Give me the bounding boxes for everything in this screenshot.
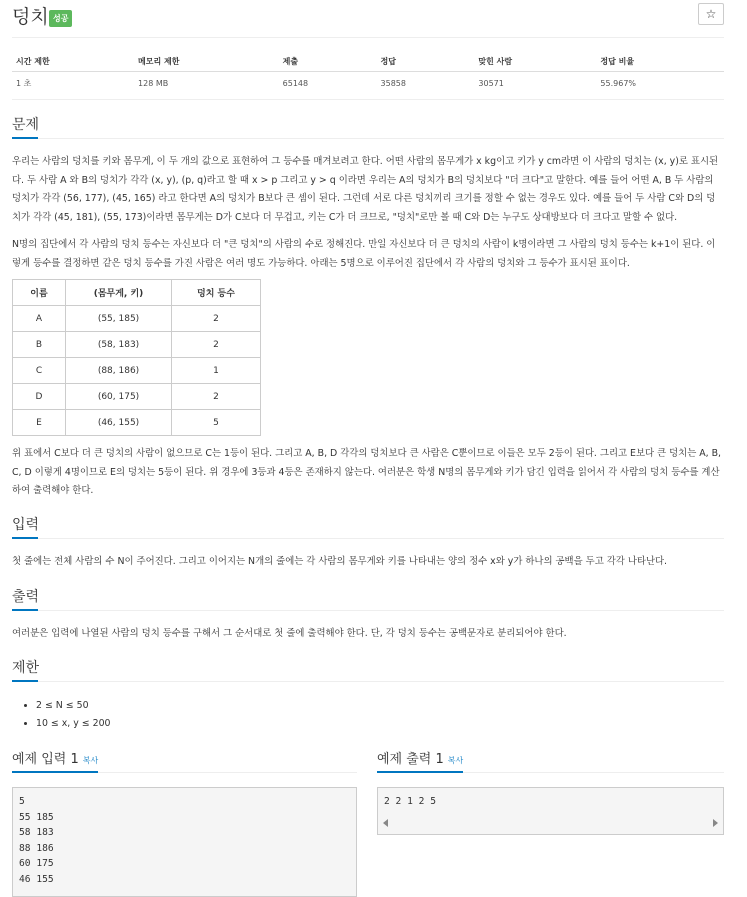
table-cell: A: [13, 306, 66, 332]
section-divider: [12, 138, 724, 139]
problem-paragraph-1: 우리는 사람의 덩치를 키와 몸무게, 이 두 개의 값으로 표현하여 그 등수를 매겨보려고 한다. 어떤 사람의 몸무게가 x kg이고 키가 y cm라면 이 사람의 덩치는 (x, y)로 표시된다. 두 사람 A 와 B의 덩치가 각각 (x, y), (p, q)라고 할 때 x > p 그리고 y > q 이라면 우리는 A의 덩치가 B의 덩치보다 "더 크다"고 말한다. 예를 들어 어떤 A, B 두 사람의 덩치가 각각 (56, 177), (45, 165) 라고 한다면 A의 덩치가 B보다 큰 셈이 된다. 그런데 서로 다른 덩치끼리 크기를 정할 수 없는 경우도 있다. 예를 들어 두 사람 C와 D의 덩치가 각각 (45, 181), (55, 173)이라면 몸무게는 D가 C보다 더 무겁고, 키는 C가 더 크므로, "덩치"로만 볼 때 C와 D는 누구도 상대방보다 더 크다고 말할 수 없다.: [12, 156, 719, 223]
section-title-problem: 문제: [12, 117, 40, 133]
table-row: [13, 384, 261, 410]
problem-info-table: [12, 53, 724, 93]
info-header: 정답 비율: [596, 53, 724, 72]
horizontal-scrollbar[interactable]: [383, 817, 718, 829]
section-divider: [12, 538, 724, 539]
table-cell: 2: [172, 332, 261, 358]
title-row: [12, 0, 724, 36]
sample-output-title: 예제 출력 1: [377, 752, 444, 767]
info-header: 시간 제한: [12, 53, 134, 72]
sample-input-box[interactable]: 5 55 185 58 183 88 186 60 175 46 155: [12, 787, 357, 897]
info-header: 정답: [377, 53, 475, 72]
table-cell: (58, 183): [66, 332, 172, 358]
info-header-row: [12, 53, 724, 72]
info-value[interactable]: 65148: [282, 79, 309, 88]
table-cell: B: [13, 332, 66, 358]
info-divider: [12, 99, 724, 100]
star-icon[interactable]: ☆: [698, 3, 724, 25]
sample-accent: [12, 771, 98, 773]
problem-paragraph-3: 위 표에서 C보다 더 큰 덩치의 사람이 없으므로 C는 1등이 된다. 그리고 A, B, D 각각의 덩치보다 큰 사람은 C뿐이므로 이들은 모두 2등이 된다. 그리고 E보다 큰 덩치는 A, B, C, D 이렇게 4명이므로 E의 덩치는 5등이 된다. 위 경우에 3등과 4등은 존재하지 않는다. 여러분은 학생 N명의 몸무게와 키가 담긴 입력을 읽어서 각 사람의 덩치 등수를 계산하여 출력해야 한다.: [12, 448, 722, 496]
table-row: [13, 410, 261, 436]
table-cell: 2: [172, 384, 261, 410]
copy-input-button[interactable]: 복사: [82, 756, 99, 765]
table-cell: (46, 155): [66, 410, 172, 436]
table-cell: (88, 186): [66, 358, 172, 384]
table-header: (몸무게, 키): [66, 280, 172, 306]
section-accent: [12, 137, 38, 139]
table-cell: 5: [172, 410, 261, 436]
title-divider: [12, 37, 724, 38]
example-size-table: [12, 279, 261, 436]
table-row: [13, 332, 261, 358]
problem-title: 덩치: [12, 6, 49, 28]
table-cell: 2: [172, 306, 261, 332]
sample-input-title: 예제 입력 1: [12, 752, 79, 767]
section-title-output: 출력: [12, 589, 40, 605]
info-header: 제출: [279, 53, 377, 72]
table-header-row: [13, 280, 261, 306]
section-accent: [12, 680, 38, 682]
list-item: • 2 ≤ N ≤ 50: [36, 697, 111, 715]
section-divider: [12, 681, 724, 682]
table-row: [13, 358, 261, 384]
sample-output-wrapper: [377, 787, 724, 835]
sample-output-box[interactable]: 2 2 1 2 5: [377, 787, 724, 835]
sample-accent: [377, 771, 463, 773]
table-header: 덩치 등수: [172, 280, 261, 306]
problem-paragraph-2: N명의 집단에서 각 사람의 덩치 등수는 자신보다 더 "큰 덩치"의 사람의 수로 정해진다. 만일 자신보다 더 큰 덩치의 사람이 k명이라면 그 사람의 덩치 등수는 k+1이 된다. 이렇게 등수를 결정하면 같은 덩치 등수를 가진 사람은 여러 명도 가능하다. 아래는 5명으로 이루어진 집단에서 각 사람의 덩치와 그 등수가 표시된 표이다.: [12, 239, 716, 269]
table-cell: (55, 185): [66, 306, 172, 332]
info-value: 1 초: [16, 79, 32, 88]
output-description: 여러분은 입력에 나열된 사람의 덩치 등수를 구해서 그 순서대로 첫 줄에 출력해야 한다. 단, 각 덩치 등수는 공백문자로 분리되어야 한다.: [12, 628, 567, 639]
info-value-row: [12, 72, 724, 94]
status-badge: 성공: [49, 10, 72, 27]
input-description: 첫 줄에는 전체 사람의 수 N이 주어진다. 그리고 이어지는 N개의 줄에는 각 사람의 몸무게와 키를 나타내는 양의 정수 x와 y가 하나의 공백을 두고 각각 나타난다.: [12, 556, 668, 567]
info-value[interactable]: 30571: [478, 79, 504, 88]
table-row: [13, 306, 261, 332]
sample-output-heading: [377, 748, 463, 767]
limits-list: [12, 697, 111, 733]
table-cell: 1: [172, 358, 261, 384]
info-header: 메모리 제한: [134, 53, 279, 72]
info-header: 맞힌 사람: [474, 53, 596, 72]
info-value: 55.967%: [600, 79, 637, 88]
section-title-input: 입력: [12, 517, 40, 533]
info-value: 128 MB: [138, 79, 169, 88]
scroll-right-icon[interactable]: [713, 819, 718, 827]
table-cell: (60, 175): [66, 384, 172, 410]
section-accent: [12, 537, 38, 539]
section-accent: [12, 609, 38, 611]
problem-page: [12, 0, 724, 885]
table-header: 이름: [13, 280, 66, 306]
copy-output-button[interactable]: 복사: [447, 756, 464, 765]
table-cell: E: [13, 410, 66, 436]
section-divider: [12, 610, 724, 611]
list-item: • 10 ≤ x, y ≤ 200: [36, 715, 111, 733]
table-cell: C: [13, 358, 66, 384]
table-cell: D: [13, 384, 66, 410]
scroll-left-icon[interactable]: [383, 819, 388, 827]
sample-input-heading: [12, 748, 98, 767]
section-title-limits: 제한: [12, 660, 40, 676]
info-value[interactable]: 35858: [380, 79, 406, 88]
